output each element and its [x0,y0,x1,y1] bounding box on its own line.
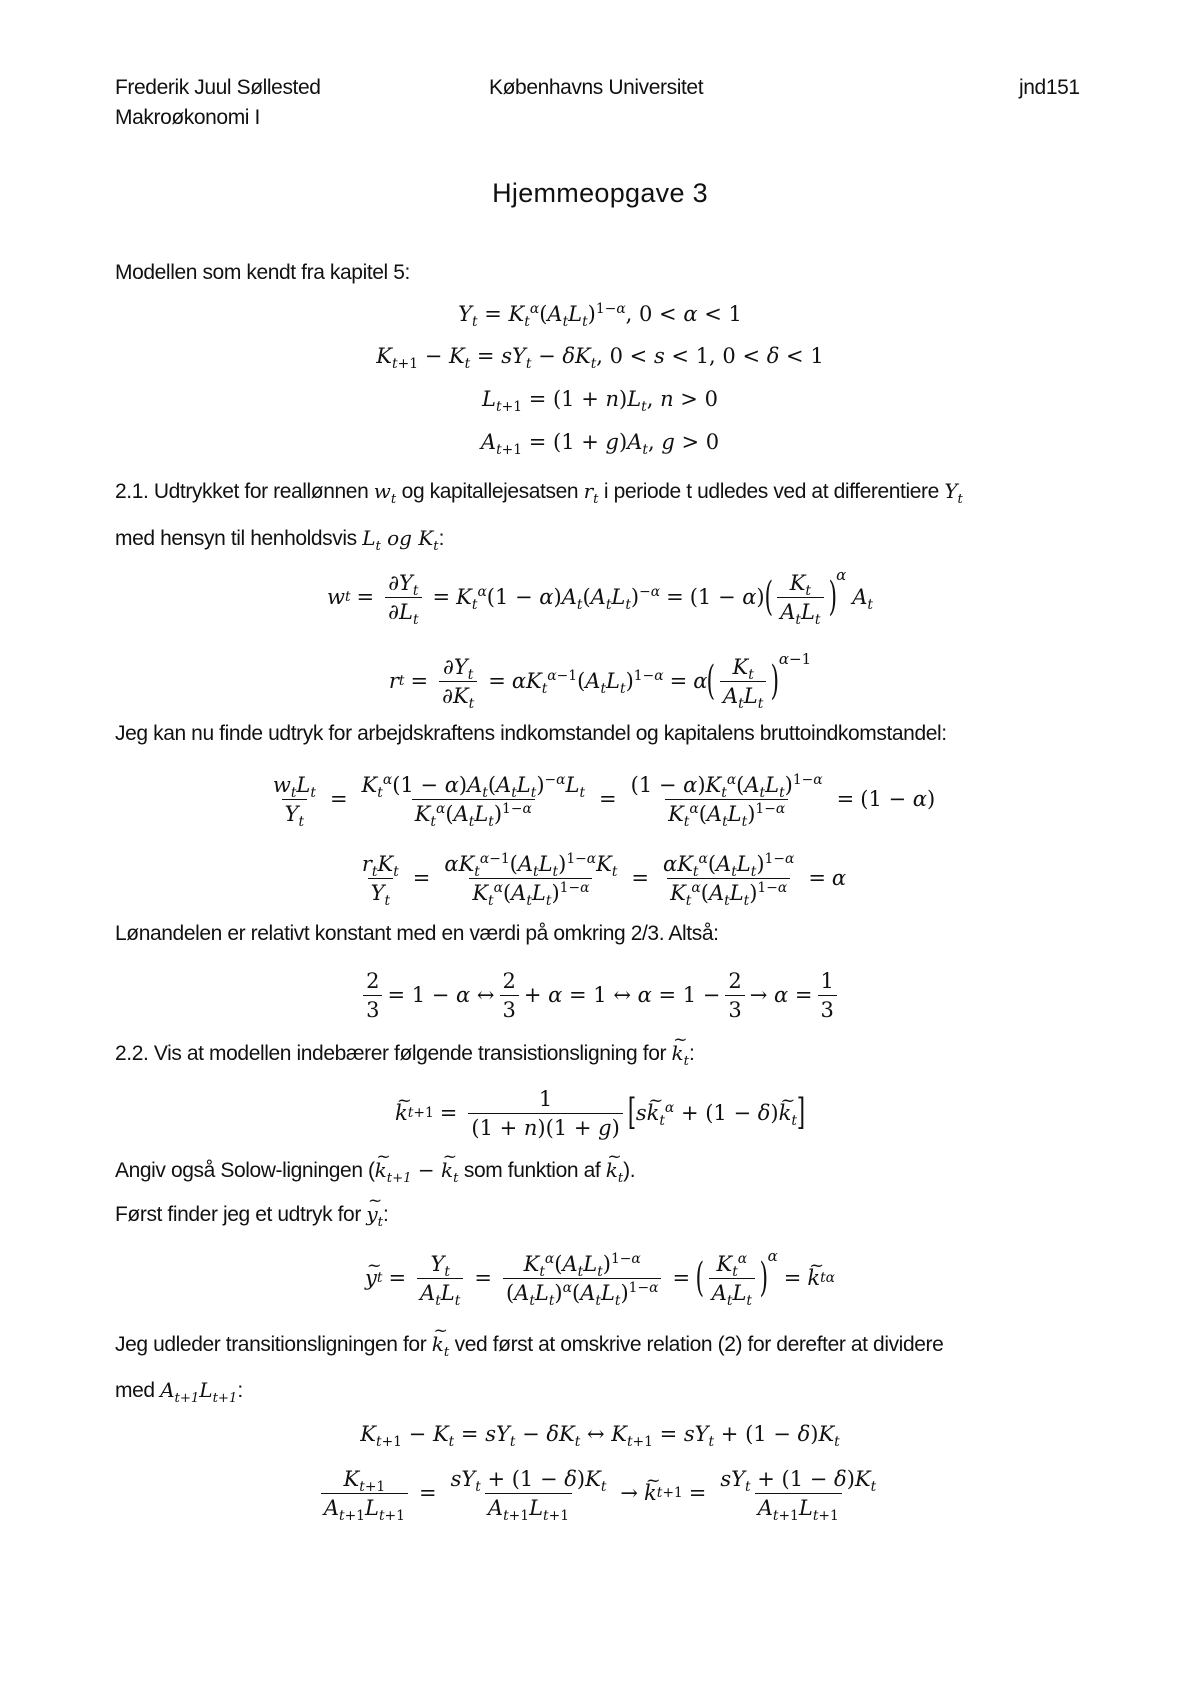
paragraph-divide: med $A_{t+1}L_{t+1}$: [115,1378,243,1406]
equation-rent: r t = $\frac{\partial Y_t}{\partial K_t}$ = $\alpha K_t^{\alpha-1}(A_tL_t)^{1-\alpha}$ = α ( $\frac{K_t}{A_tL_t}$ ) $^{\alpha -1}$ [388,650,812,712]
author-name: Frederik Juul Søllested [115,76,321,99]
paragraph-2-1-cont: med hensyn til henholdsvis $L_t$ og $K_t$: [115,526,445,554]
equation-labour-share: $\frac{w_tL_t}{Y_t}$ = $\frac{K_t^\alpha(1 - \alpha)A_t(A_tL_t)^{-\alpha}L_t}{K_t^\alpha(A_tL_t)^{1-\alpha}}$ = $\frac{(1 - \alpha)K_t^\alpha(A_tL_t)^{1-\alpha}}{K_t^\alpha(A_tL_t)^{1-\alpha}}$ = (1 − α) [272,771,936,830]
university-name: Københavns Universitet [489,76,704,99]
equation-transition: ~ k t+1 = $\frac{1}{(1 + n)(1 + g)}$ [ s~ $k_t^\alpha + (1$ − δ)~ $k_t$ ] [0,1078,1200,1148]
paragraph-solow: Angiv også Solow-ligningen (~ $k_{t+1}$ − ~ $k_t$ som funktion af ~ $k_t$). [115,1160,635,1181]
paragraph-y-tilde: Først finder jeg et udtryk for ~ $y_t$: [115,1204,388,1225]
paragraph-transition-derivation: Jeg udleder transitionsligningen for ~ $k_t$ ved først at omskrive relation (2) for derefter at dividere [115,1334,943,1355]
paragraph-2-1: 2.1. Udtrykket for reallønnen $w_t$ og kapitallejesatsen $r_t$ i periode t udledes ved at differentiere $Y_t$ [115,479,963,507]
course-name: Makroøkonomi I [115,106,260,129]
equation-capital-divided: $\frac{K_{t+1}}{A_{t+1}L_{t+1}}$ = $\frac{sY_t + (1 - \delta)K_t}{A_{t+1}L_{t+1}}$ → ~ k t+1 = $\frac{sY_t + (1 - \delta)K_t}{A_{t+1}L_{t+1}}$ [0,1460,1200,1526]
equation-technology: $A_{t+1} = (1 + g)A_t$, g > 0 [480,430,720,459]
equation-capital-rewrite: $K_{t+1} - K_t = sY_t - \delta K_t$ ↔ $K_{t+1} = sY_t + (1 - \delta)K_t$ [360,1422,840,1451]
equation-labour: $L_{t+1} = (1 + n)L_t$, n > 0 [482,387,718,416]
equation-alpha: $\frac{2}{3}$ = 1 − α ↔ $\frac{2}{3}$ + α = 1 ↔ α = 1 − $\frac{2}{3}$ → α = $\frac{1}{3}$ [0,962,1200,1028]
equation-wage: w t = $\frac{\partial Y_t}{\partial L_t}$ = $K_t^\alpha(1 - \alpha)A_t(A_tL_t)^{-\alpha}$ = (1 − α) ( $\frac{K_t}{A_tL_t}$ ) $^\alpha$ $A_t$ [326,566,873,628]
student-id: jnd151 [1019,76,1080,99]
paragraph-2-2: 2.2. Vis at modellen indebærer følgende transistionsligning for ~ $k_t$: [115,1043,694,1064]
equation-y-tilde: ~ y t = $\frac{Y_t}{A_tL_t}$ = $\frac{K_t^\alpha(A_tL_t)^{1-\alpha}}{(A_tL_t)^\alpha(A_tL_t)^{1-\alpha}}$ = ( $\frac{K_t^\alpha}{A_tL_t}$ ) $^\alpha$ = ~ k t α [0,1240,1200,1316]
paragraph-wage-share: Lønandelen er relativt konstant med en værdi på omkring 2/3. Altså: [115,922,719,945]
paragraph-shares: Jeg kan nu finde udtryk for arbejdskraftens indkomstandel og kapitalens bruttoindkomstandel: [115,722,947,745]
page-title: Hjemmeopgave 3 [492,178,708,208]
equation-production: $Y_t = K_t^\alpha(A_tL_t)^{1-\alpha}$, 0 < α < 1 [458,301,742,331]
equation-capital: $K_{t+1} - K_t = sY_t - \delta K_t$, 0 < s < 1, 0 < δ < 1 [376,344,824,373]
equation-capital-share: $\frac{r_tK_t}{Y_t}$ = $\frac{\alpha K_t^{\alpha-1}(A_tL_t)^{1-\alpha}K_t}{K_t^\alpha(A_tL_t)^{1-\alpha}}$ = $\frac{\alpha K_t^\alpha(A_tL_t)^{1-\alpha}}{K_t^\alpha(A_tL_t)^{1-\alpha}}$ = α [361,850,847,909]
paragraph-intro: Modellen som kendt fra kapitel 5: [115,261,410,284]
